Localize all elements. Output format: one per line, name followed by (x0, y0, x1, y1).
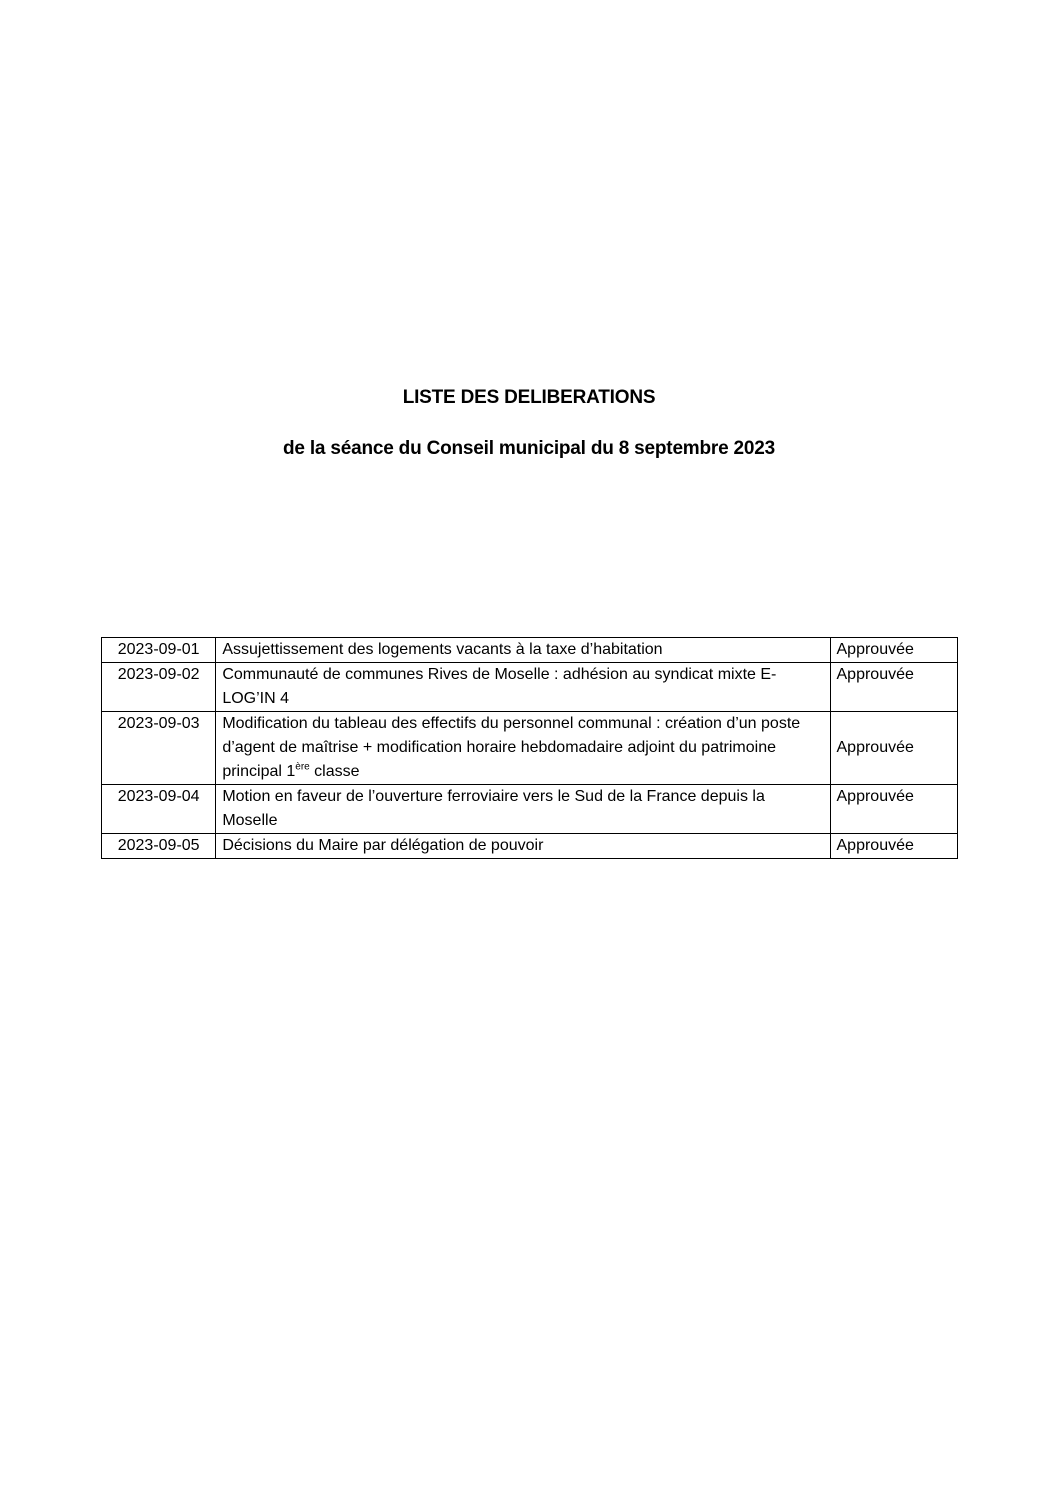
deliberation-title: Assujettissement des logements vacants à la taxe d’habitation (216, 638, 830, 663)
deliberation-status: Approuvée (830, 638, 958, 663)
document-title: LISTE DES DELIBERATIONS (402, 387, 656, 408)
deliberation-number: 2023-09-01 (102, 638, 216, 663)
deliberation-status: Approuvée (830, 712, 958, 785)
deliberation-title (216, 712, 830, 785)
table-row (102, 638, 958, 663)
deliberation-status: Approuvée (830, 785, 958, 834)
deliberation-title: Communauté de communes Rives de Moselle : adhésion au syndicat mixte E-LOG’IN 4 (216, 663, 830, 712)
deliberations-table (101, 637, 958, 859)
deliberation-status: Approuvée (830, 663, 958, 712)
deliberation-title-main: Modification du tableau des effectifs du personnel communal : création d’un poste d’agent de maîtrise + modification horaire hebdomadaire adjoint du patrimoine principal 1 (222, 715, 801, 780)
deliberation-title-end: classe (309, 763, 360, 780)
deliberation-number: 2023-09-04 (102, 785, 216, 834)
table-row (102, 834, 958, 859)
ordinal-superscript: ère (295, 761, 310, 773)
table-row (102, 663, 958, 712)
table-row (102, 712, 958, 785)
table-row (102, 785, 958, 834)
deliberation-number: 2023-09-03 (102, 712, 216, 785)
deliberation-number: 2023-09-02 (102, 663, 216, 712)
deliberation-title: Motion en faveur de l’ouverture ferroviaire vers le Sud de la France depuis la Moselle (216, 785, 830, 834)
deliberation-status: Approuvée (830, 834, 958, 859)
deliberation-title: Décisions du Maire par délégation de pouvoir (216, 834, 830, 859)
document-subtitle: de la séance du Conseil municipal du 8 septembre 2023 (282, 438, 776, 459)
deliberation-number: 2023-09-05 (102, 834, 216, 859)
